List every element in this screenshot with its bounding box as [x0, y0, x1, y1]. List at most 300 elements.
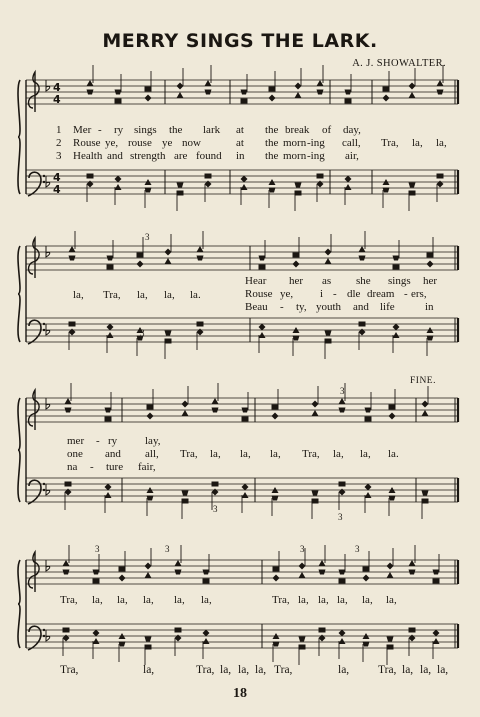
lyric-word: la, [420, 664, 432, 676]
shape-note-head [145, 95, 152, 102]
shape-note-head [312, 401, 319, 408]
lyric-word: the [265, 137, 279, 149]
lyric-word: Tra, [381, 137, 399, 149]
shape-note-head [69, 329, 76, 336]
lyric-word: la. [388, 448, 399, 460]
shape-note-head [241, 184, 248, 190]
shape-note-head [145, 572, 152, 578]
shape-note-head [93, 579, 100, 584]
composer-credit: A. J. SHOWALTER. [352, 58, 446, 69]
shape-note-head [272, 496, 279, 501]
system-brace [18, 246, 20, 342]
shape-note-head [115, 99, 122, 104]
lyric-word: la, [201, 594, 212, 606]
shape-note-head [339, 570, 346, 575]
lyric-word: in [236, 150, 245, 162]
shape-note-head [182, 401, 189, 408]
triplet-mark: 3 [145, 232, 150, 242]
lyric-word: la, [337, 594, 348, 606]
lyric-word: - [280, 301, 284, 313]
shape-note-head [205, 181, 212, 188]
lyric-word: ye [162, 137, 173, 149]
lyric-word: la, [73, 289, 84, 301]
shape-note-head [409, 570, 416, 575]
shape-note-head [182, 410, 189, 416]
shape-note-head [63, 635, 70, 642]
shape-note-head [87, 90, 94, 95]
shape-note-head [339, 630, 346, 637]
lyric-word: la, [240, 448, 251, 460]
shape-note-head [241, 176, 248, 183]
lyric-word: all, [145, 448, 159, 460]
shape-note-head [422, 491, 429, 496]
lyric-word: na [67, 461, 78, 473]
bass-clef-dot [43, 323, 45, 325]
lyric-word: la, [360, 448, 371, 460]
shape-note-head [339, 638, 346, 644]
shape-note-head [422, 401, 429, 408]
lyric-word: morn [283, 137, 307, 149]
shape-note-head [259, 265, 266, 270]
lyric-word: la, [143, 594, 154, 606]
lyric-word: Tra, [60, 594, 78, 606]
shape-note-head [105, 408, 112, 413]
lyric-word: life [380, 301, 395, 313]
lyric-word: dream [367, 288, 395, 300]
shape-note-head [339, 482, 346, 487]
shape-note-head [393, 256, 400, 261]
shape-note-head [273, 567, 280, 572]
lyric-word: - [404, 288, 408, 300]
lyric-word: of [322, 124, 332, 136]
lyric-word: la, [412, 137, 423, 149]
shape-note-head [422, 410, 429, 416]
shape-note-head [273, 575, 280, 582]
shape-note-head [69, 256, 76, 261]
shape-note-head [437, 174, 444, 179]
shape-note-head [409, 628, 416, 633]
lyric-word: Tra, [196, 664, 215, 676]
shape-note-head [409, 635, 416, 642]
bass-clef-dot [43, 175, 45, 177]
lyric-word: dle [347, 288, 361, 300]
flat-sign-icon [46, 484, 50, 495]
shape-note-head [242, 484, 249, 491]
shape-note-head [147, 405, 154, 410]
shape-note-head [165, 258, 172, 264]
shape-note-head [177, 92, 184, 98]
shape-note-head [65, 482, 72, 487]
shape-note-head [433, 570, 440, 575]
lyric-word: are [174, 150, 188, 162]
lyric-word: Rouse [245, 288, 273, 300]
shape-note-head [363, 567, 370, 572]
verse-number: 1 [56, 124, 62, 136]
shape-note-head [203, 570, 210, 575]
shape-note-head [393, 332, 400, 338]
lyric-word: call, [342, 137, 361, 149]
shape-note-head [295, 83, 302, 90]
lyric-word: la, [238, 664, 250, 676]
shape-note-head [203, 630, 210, 637]
shape-note-head [87, 181, 94, 188]
shape-note-head [409, 92, 416, 98]
shape-note-head [107, 256, 114, 261]
shape-note-head [63, 570, 70, 575]
shape-note-head [69, 322, 76, 327]
lyric-word: ture [106, 461, 124, 473]
lyric-word: the [169, 124, 183, 136]
lyric-word: mer [67, 435, 85, 447]
system-brace [18, 80, 20, 194]
shape-note-head [182, 491, 189, 496]
shape-note-head [319, 628, 326, 633]
lyric-word: la, [333, 448, 344, 460]
shape-note-head [317, 174, 324, 179]
shape-note-head [345, 184, 352, 190]
lyric-word: at [236, 137, 244, 149]
shape-note-head [389, 405, 396, 410]
shape-note-head [299, 637, 306, 642]
lyric-word: la, [210, 448, 221, 460]
shape-note-head [165, 331, 172, 336]
shape-note-head [273, 642, 280, 647]
lyric-word: la, [362, 594, 373, 606]
shape-note-head [242, 417, 249, 422]
shape-note-head [65, 408, 72, 413]
shape-note-head [312, 410, 319, 416]
shape-note-head [269, 87, 276, 92]
shape-note-head [363, 642, 370, 647]
shape-note-head [145, 188, 152, 193]
shape-note-head [65, 489, 72, 496]
lyric-word: la, [220, 664, 232, 676]
time-signature: 4 [53, 93, 61, 106]
shape-note-head [299, 563, 306, 570]
shape-note-head [177, 83, 184, 90]
lyric-word: Health [73, 150, 103, 162]
lyric-word: found [196, 150, 222, 162]
shape-note-head [433, 579, 440, 584]
lyric-word: ye, [280, 288, 294, 300]
lyric-word: morn [283, 150, 307, 162]
lyric-word: la, [338, 664, 350, 676]
shape-note-head [259, 332, 266, 338]
lyric-word: her [289, 275, 304, 287]
lyric-word: la, [143, 664, 155, 676]
lyric-word: youth [316, 301, 342, 313]
shape-note-head [147, 496, 154, 501]
lyric-word: la, [174, 594, 185, 606]
shape-note-head [359, 329, 366, 336]
lyric-word: la, [437, 664, 449, 676]
lyric-word: la. [190, 289, 201, 301]
shape-note-head [409, 191, 416, 196]
shape-note-head [205, 80, 212, 86]
bass-clef-dot [43, 483, 45, 485]
shape-note-head [325, 258, 332, 264]
lyric-word: Tra, [274, 664, 293, 676]
shape-note-head [145, 563, 152, 570]
shape-note-head [339, 408, 346, 413]
lyric-word: Tra, [103, 289, 121, 301]
lyric-word: i [320, 288, 324, 300]
shape-note-head [242, 408, 249, 413]
lyric-word: Tra, [378, 664, 397, 676]
shape-note-head [325, 339, 332, 344]
flat-sign-icon [46, 398, 50, 409]
lyric-word: the [265, 150, 279, 162]
shape-note-head [437, 181, 444, 188]
lyric-word: ye, [105, 137, 119, 149]
shape-note-head [427, 253, 434, 258]
lyric-word: la, [92, 594, 103, 606]
shape-note-head [272, 405, 279, 410]
bass-clef-dot [43, 489, 45, 491]
shape-note-head [107, 332, 114, 338]
shape-note-head [433, 630, 440, 637]
lyric-word: - [333, 288, 337, 300]
shape-note-head [427, 336, 434, 341]
shape-note-head [197, 322, 204, 327]
triplet-mark: 3 [140, 328, 145, 338]
shape-note-head [177, 183, 184, 188]
lyric-word: lark [203, 124, 221, 136]
shape-note-head [387, 563, 394, 570]
lyric-word: -ing [307, 150, 325, 162]
shape-note-head [107, 265, 114, 270]
triplet-mark: 3 [95, 544, 100, 554]
shape-note-head [272, 413, 279, 420]
shape-note-head [259, 324, 266, 331]
shape-note-head [387, 645, 394, 650]
shape-note-head [409, 83, 416, 90]
shape-note-head [119, 642, 126, 647]
shape-note-head [293, 261, 300, 268]
shape-note-head [93, 630, 100, 637]
shape-note-head [69, 246, 76, 252]
lyric-word: ry [108, 435, 118, 447]
shape-note-head [325, 249, 332, 256]
shape-note-head [197, 329, 204, 336]
flat-sign-icon [46, 80, 50, 91]
lyric-word: her [423, 275, 438, 287]
lyric-word: la, [255, 664, 267, 676]
shape-note-head [427, 261, 434, 268]
shape-note-head [197, 256, 204, 261]
shape-note-head [295, 183, 302, 188]
lyric-word: and [105, 448, 121, 460]
shape-note-head [345, 90, 352, 95]
shape-note-head [295, 92, 302, 98]
shape-note-head [339, 579, 346, 584]
shape-note-head [409, 560, 416, 566]
shape-note-head [312, 499, 319, 504]
shape-note-head [212, 489, 219, 496]
shape-note-head [293, 253, 300, 258]
lyric-word: Tra, [60, 664, 79, 676]
lyric-word: ry [114, 124, 124, 136]
shape-note-head [203, 638, 210, 644]
shape-note-head [393, 265, 400, 270]
shape-note-head [339, 489, 346, 496]
bass-clef-dot [43, 635, 45, 637]
system-brace [18, 398, 20, 502]
shape-note-head [205, 174, 212, 179]
triplet-mark: 3 [338, 512, 343, 522]
shape-note-head [359, 322, 366, 327]
shape-note-head [299, 645, 306, 650]
shape-note-head [175, 628, 182, 633]
lyric-word: la, [137, 289, 148, 301]
lyric-word: rouse [128, 137, 152, 149]
flat-sign-icon [46, 246, 50, 257]
shape-note-head [165, 249, 172, 256]
shape-note-head [63, 560, 70, 566]
lyric-word: and [353, 301, 369, 313]
lyric-word: Hear [245, 275, 267, 287]
shape-note-head [383, 87, 390, 92]
lyric-word: la, [318, 594, 329, 606]
lyric-word: - [98, 124, 102, 136]
fine-marking: FINE. [410, 376, 436, 386]
shape-note-head [299, 572, 306, 578]
shape-note-head [317, 181, 324, 188]
shape-note-head [359, 256, 366, 261]
song-title: MERRY SINGS THE LARK. [102, 30, 378, 52]
shape-note-head [241, 90, 248, 95]
lyric-word: Tra, [302, 448, 320, 460]
lyric-word: lay, [145, 435, 161, 447]
shape-note-head [145, 637, 152, 642]
shape-note-head [242, 492, 249, 498]
system-brace [18, 560, 20, 648]
shape-note-head [295, 191, 302, 196]
shape-note-head [319, 560, 326, 566]
shape-note-head [345, 176, 352, 183]
lyric-word: in [425, 301, 434, 313]
shape-note-head [312, 491, 319, 496]
shape-note-head [383, 95, 390, 102]
shape-note-head [119, 567, 126, 572]
lyric-word: sings [388, 275, 411, 287]
shape-note-head [137, 261, 144, 268]
lyric-word: and [107, 150, 123, 162]
shape-note-head [145, 87, 152, 92]
shape-note-head [259, 256, 266, 261]
flat-sign-icon [46, 176, 50, 187]
lyric-word: fair, [138, 461, 156, 473]
shape-note-head [437, 90, 444, 95]
shape-note-head [145, 645, 152, 650]
shape-note-head [409, 183, 416, 188]
shape-note-head [93, 570, 100, 575]
lyric-word: la, [164, 289, 175, 301]
shape-note-head [389, 413, 396, 420]
lyric-word: la, [298, 594, 309, 606]
shape-note-head [205, 90, 212, 95]
shape-note-head [433, 638, 440, 644]
lyric-word: as [322, 275, 332, 287]
shape-note-head [319, 570, 326, 575]
shape-note-head [203, 579, 210, 584]
lyric-word: - [96, 435, 100, 447]
shape-note-head [363, 575, 370, 582]
time-signature: 4 [53, 183, 61, 196]
lyric-word: she [356, 275, 371, 287]
shape-note-head [422, 499, 429, 504]
shape-note-head [365, 484, 372, 491]
lyric-word: the [265, 124, 279, 136]
shape-note-head [175, 570, 182, 575]
verse-number: 3 [56, 150, 62, 162]
triplet-mark: 3 [355, 544, 360, 554]
lyric-word: one [67, 448, 83, 460]
shape-note-head [387, 572, 394, 578]
shape-note-head [105, 484, 112, 491]
shape-note-head [105, 417, 112, 422]
shape-note-head [115, 90, 122, 95]
lyric-word: day, [343, 124, 361, 136]
shape-note-head [115, 184, 122, 190]
lyric-word: Beau [245, 301, 268, 313]
shape-note-head [345, 99, 352, 104]
shape-note-head [365, 492, 372, 498]
lyric-word: sings [134, 124, 157, 136]
triplet-mark: 3 [165, 544, 170, 554]
shape-note-head [365, 408, 372, 413]
lyric-word: Mer [73, 124, 92, 136]
shape-note-head [393, 324, 400, 331]
lyric-word: Tra, [180, 448, 198, 460]
lyric-word: ers, [411, 288, 427, 300]
shape-note-head [137, 253, 144, 258]
shape-note-head [212, 398, 219, 404]
shape-note-head [212, 408, 219, 413]
shape-note-head [107, 324, 114, 331]
bass-clef-dot [43, 181, 45, 183]
shape-note-head [175, 635, 182, 642]
lyric-word: break [285, 124, 310, 136]
shape-note-head [339, 398, 346, 404]
lyric-word: now [182, 137, 201, 149]
triplet-mark: 3 [213, 504, 218, 514]
shape-note-head [389, 496, 396, 501]
shape-note-head [241, 99, 248, 104]
shape-note-head [383, 188, 390, 193]
shape-note-head [293, 336, 300, 341]
shape-note-head [105, 492, 112, 498]
shape-note-head [359, 246, 366, 252]
shape-note-head [165, 339, 172, 344]
shape-note-head [325, 331, 332, 336]
lyric-word: air, [345, 150, 359, 162]
shape-note-head [317, 90, 324, 95]
shape-note-head [212, 482, 219, 487]
shape-note-head [147, 413, 154, 420]
lyric-word: ty, [296, 301, 307, 313]
shape-note-head [119, 575, 126, 582]
shape-note-head [115, 176, 122, 183]
shape-note-head [93, 638, 100, 644]
shape-note-head [182, 499, 189, 504]
shape-note-head [365, 417, 372, 422]
shape-note-head [87, 80, 94, 86]
lyric-word: la, [117, 594, 128, 606]
shape-note-head [319, 635, 326, 642]
shape-note-head [317, 80, 324, 86]
shape-note-head [387, 637, 394, 642]
